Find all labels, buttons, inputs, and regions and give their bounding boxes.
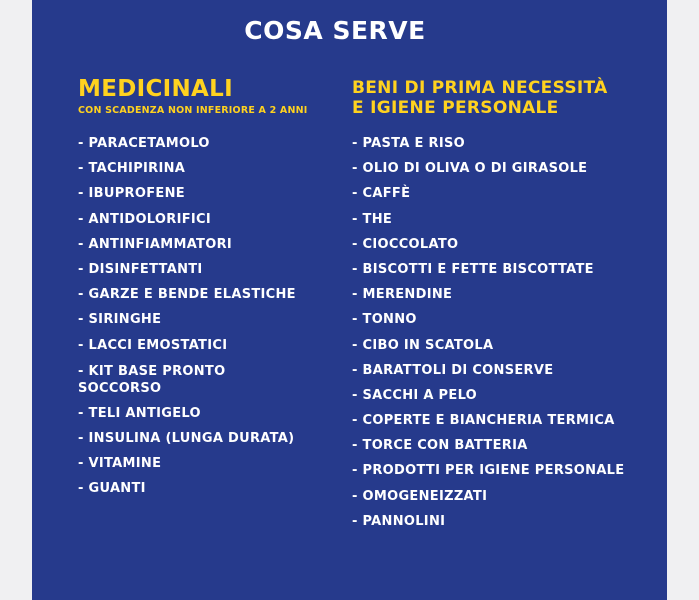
list-item: - TORCE CON BATTERIA [352,438,528,454]
list-item: - TACHIPIRINA [78,161,186,177]
list-item: - COPERTE E BIANCHERIA TERMICA [352,413,615,429]
list-item: - OLIO DI OLIVA O DI GIRASOLE [352,161,588,177]
list-item: - CIOCCOLATO [352,236,459,252]
list-item: - SIRINGHE [78,312,162,328]
medicinali-subheading: CON SCADENZA NON INFERIORE A 2 ANNI [78,105,308,116]
list-item: - GARZE E BENDE ELASTICHE [78,287,296,303]
list-item: - PRODOTTI PER IGIENE PERSONALE [352,463,625,479]
list-item: - OMOGENEIZZATI [352,488,488,504]
list-item: - PANNOLINI [352,513,446,529]
list-item: - TONNO [352,312,417,328]
list-item: - INSULINA (LUNGA DURATA) [78,431,295,447]
list-item: - ANTINFIAMMATORI [78,236,233,252]
beni-heading-line2: E IGIENE PERSONALE [352,98,559,118]
list-item: - GUANTI [78,481,146,497]
list-item: - ANTIDOLORIFICI [78,211,212,227]
list-item: - IBUPROFENE [78,186,185,202]
list-item: - MERENDINE [352,287,453,303]
list-item: - KIT BASE PRONTO SOCCORSO [78,363,226,396]
list-item: - BISCOTTI E FETTE BISCOTTATE [352,261,594,277]
medicinali-heading: MEDICINALI [78,76,233,102]
list-item: - CAFFÈ [352,186,411,202]
list-item: - PASTA E RISO [352,136,465,151]
beni-list [352,136,624,539]
list-item: - PARACETAMOLO [78,136,210,151]
list-item: - LACCI EMOSTATICI [78,337,228,353]
list-item: - SACCHI A PELO [352,387,478,403]
list-item: - VITAMINE [78,456,162,472]
page-title: COSA SERVE [244,16,426,45]
beni-heading-line1: BENI DI PRIMA NECESSITÀ [352,78,608,98]
list-item: - DISINFETTANTI [78,261,203,277]
list-item: - THE [352,211,393,227]
medicinali-list [78,136,296,507]
list-item: - CIBO IN SCATOLA [352,337,494,353]
list-item: - TELI ANTIGELO [78,405,201,421]
list-item: - BARATTOLI DI CONSERVE [352,362,554,378]
